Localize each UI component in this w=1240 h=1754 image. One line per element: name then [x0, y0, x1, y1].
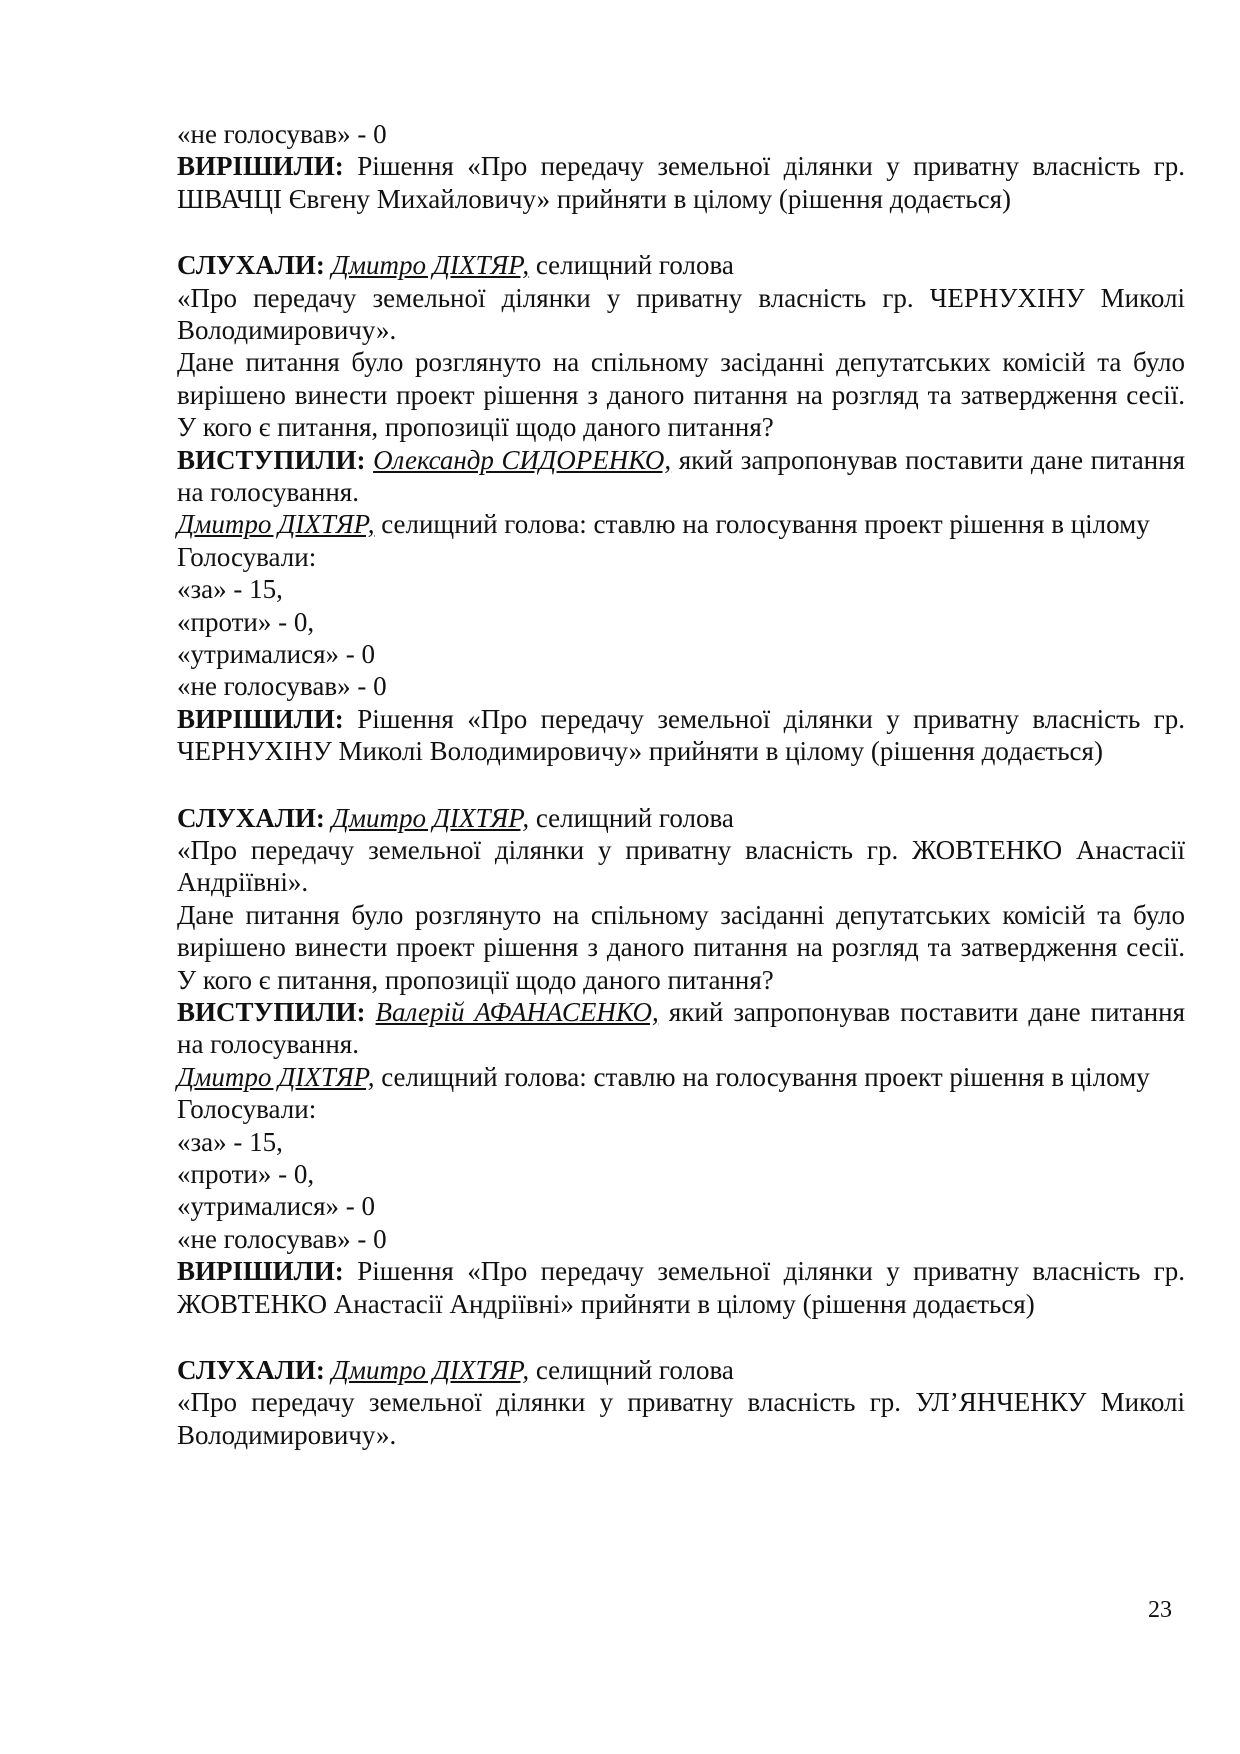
spoke-paragraph — [177, 996, 1185, 1061]
chair-paragraph — [177, 508, 1185, 540]
chair-text: селищний голова: ставлю на голосування проект рішення в цілому — [381, 1061, 1150, 1092]
decision-text: Рішення «Про передачу земельної ділянки у приватну власність гр. ЧЕРНУХІНУ Миколі Володимировичу» прийняти в цілому (рішення додається) — [177, 703, 1186, 767]
voted-label: Голосували: — [177, 541, 317, 572]
spoke-text: який запропонував поставити дане питання на голосування. — [177, 997, 1185, 1060]
vote-not-voted: «не голосував» - 0 — [177, 1223, 387, 1254]
heard-line — [177, 1354, 1185, 1386]
decided-label: ВИРІШИЛИ: — [177, 703, 344, 734]
chair-speaker: Дмитро ДІХТЯР, — [177, 1061, 375, 1092]
spoke-paragraph — [177, 444, 1185, 509]
page-number: 23 — [1148, 1597, 1172, 1623]
vote-for: «за» - 15, — [177, 1126, 283, 1157]
heard-role: селищний голова — [535, 802, 734, 833]
vote-abstain: «утрималися» - 0 — [177, 639, 376, 670]
topic-paragraph: «Про передачу земельної ділянки у приватну власність гр. УЛ’ЯНЧЕНКУ Миколі Володимировичу». — [177, 1387, 1185, 1450]
decision-paragraph — [177, 150, 1185, 215]
heard-line — [177, 249, 1185, 281]
spoke-text: який запропонував поставити дане питання на голосування. — [177, 444, 1186, 508]
vote-abstain: «утрималися» - 0 — [177, 1191, 376, 1222]
topic-paragraph: «Про передачу земельної ділянки у приватну власність гр. ЖОВТЕНКО Анастасії Андріївні». — [177, 835, 1185, 898]
chair-speaker: Дмитро ДІХТЯР, — [177, 509, 375, 540]
vote-not-voted: «не голосував» - 0 — [177, 671, 387, 702]
heard-role: селищний голова — [535, 250, 734, 281]
spoke-label: ВИСТУПИЛИ: — [177, 444, 366, 475]
topic-paragraph: «Про передачу земельної ділянки у приватну власність гр. ЧЕРНУХІНУ Миколі Володимировичу». — [177, 282, 1185, 345]
decided-label: ВИРІШИЛИ: — [177, 1256, 344, 1287]
heard-label: СЛУХАЛИ: — [177, 250, 325, 281]
chair-text: селищний голова: ставлю на голосування проект рішення в цілому — [381, 509, 1150, 540]
heard-speaker: Дмитро ДІХТЯР, — [331, 802, 530, 833]
vote-for: «за» - 15, — [177, 574, 283, 605]
heard-line — [177, 802, 1185, 834]
vote-not-voted: «не голосував» - 0 — [177, 119, 387, 149]
decision-text: Рішення «Про передачу земельної ділянки у приватну власність гр. ШВАЧЦІ Євгену Михайловичу» прийняти в цілому (рішення додається) — [177, 151, 1186, 214]
decision-paragraph — [177, 703, 1185, 768]
spoke-label: ВИСТУПИЛИ: — [177, 997, 366, 1028]
vote-against: «проти» - 0, — [177, 1159, 315, 1190]
consideration-paragraph: Дане питання було розглянуто на спільному засіданні депутатських комісій та було вирішено винести проект рішення з даного питання на розгляд та затвердження сесії. У кого є питання, пропозиції щодо даного питання? — [177, 347, 1185, 443]
heard-speaker: Дмитро ДІХТЯР, — [331, 1355, 530, 1386]
spoke-speaker: Олександр СИДОРЕНКО, — [373, 444, 672, 475]
vote-against: «проти» - 0, — [177, 606, 315, 637]
decision-text: Рішення «Про передачу земельної ділянки у приватну власність гр. ЖОВТЕНКО Анастасії Андріївні» прийняти в цілому (рішення додається) — [177, 1256, 1186, 1319]
consideration-paragraph: Дане питання було розглянуто на спільному засіданні депутатських комісій та було вирішено винести проект рішення з даного питання на розгляд та затвердження сесії. У кого є питання, пропозиції щодо даного питання? — [177, 899, 1185, 995]
document-body — [177, 118, 1185, 1451]
chair-paragraph — [177, 1061, 1185, 1093]
spoke-speaker: Валерій АФАНАСЕНКО, — [375, 997, 659, 1028]
voted-label: Голосували: — [177, 1094, 317, 1125]
heard-speaker: Дмитро ДІХТЯР, — [331, 250, 530, 281]
decided-label: ВИРІШИЛИ: — [177, 151, 344, 182]
heard-label: СЛУХАЛИ: — [177, 802, 325, 833]
decision-paragraph — [177, 1255, 1185, 1320]
heard-role: селищний голова — [535, 1355, 734, 1386]
heard-label: СЛУХАЛИ: — [177, 1355, 325, 1386]
